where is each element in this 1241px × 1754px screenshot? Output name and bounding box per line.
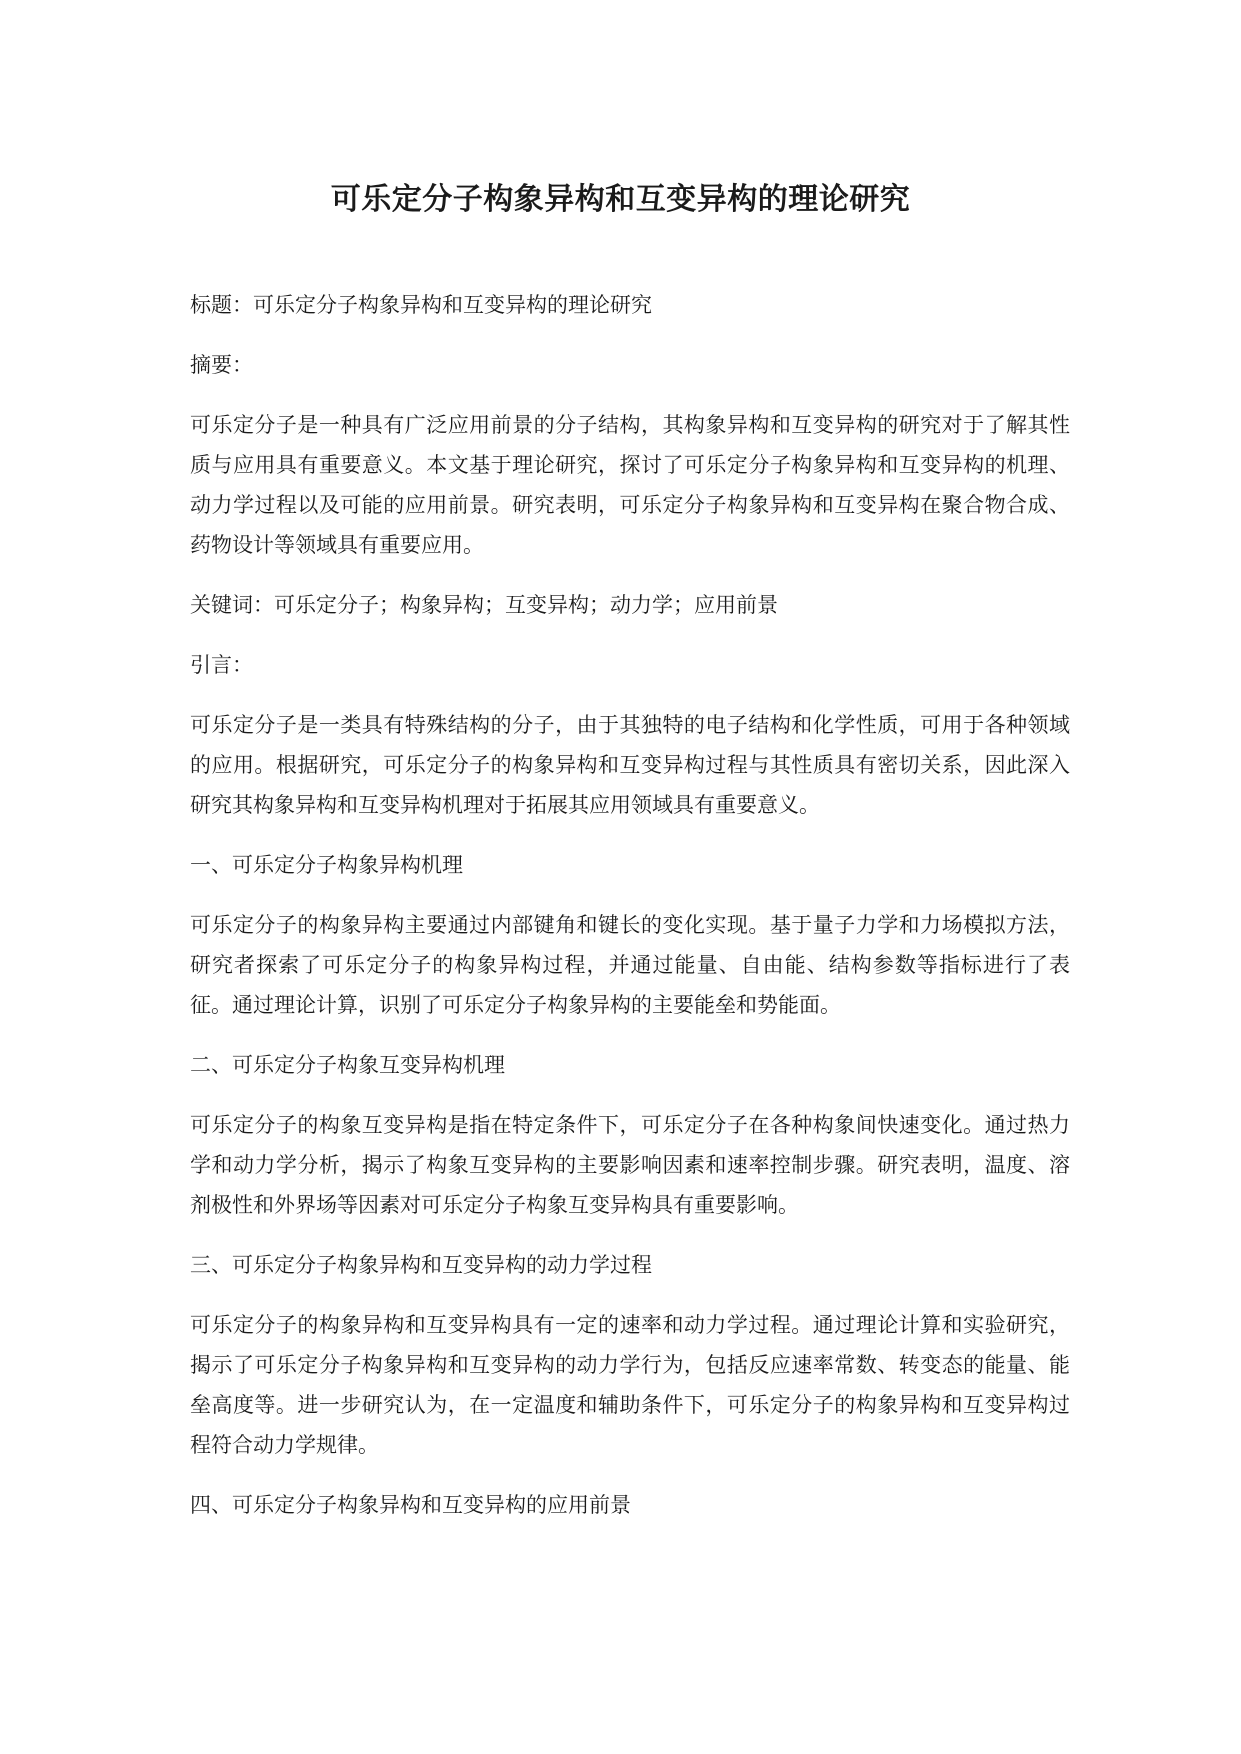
section-4-heading: 四、可乐定分子构象异构和互变异构的应用前景 bbox=[190, 1493, 631, 1517]
keywords-line: 关键词：可乐定分子；构象异构；互变异构；动力学；应用前景 bbox=[190, 593, 778, 617]
title-line: 标题：可乐定分子构象异构和互变异构的理论研究 bbox=[190, 293, 652, 317]
section-3-heading: 三、可乐定分子构象异构和互变异构的动力学过程 bbox=[190, 1253, 652, 1277]
abstract-paragraph: 可乐定分子是一种具有广泛应用前景的分子结构，其构象异构和互变异构的研究对于了解其性质与应用具有重要意义。本文基于理论研究，探讨了可乐定分子构象异构和互变异构的机理、动力学过程以及可能的应用前景。研究表明，可乐定分子构象异构和互变异构在聚合物合成、药物设计等领域具有重要应用。 bbox=[190, 413, 1070, 557]
section-2-paragraph: 可乐定分子的构象互变异构是指在特定条件下，可乐定分子在各种构象间快速变化。通过热力学和动力学分析，揭示了构象互变异构的主要影响因素和速率控制步骤。研究表明，温度、溶剂极性和外界场等因素对可乐定分子构象互变异构具有重要影响。 bbox=[190, 1113, 1070, 1217]
document-title: 可乐定分子构象异构和互变异构的理论研究 bbox=[330, 182, 911, 217]
introduction-heading: 引言： bbox=[190, 653, 253, 677]
section-1-paragraph: 可乐定分子的构象异构主要通过内部键角和键长的变化实现。基于量子力学和力场模拟方法，研究者探索了可乐定分子的构象异构过程，并通过能量、自由能、结构参数等指标进行了表征。通过理论计算，识别了可乐定分子构象异构的主要能垒和势能面。 bbox=[190, 913, 1070, 1017]
section-1-heading: 一、可乐定分子构象异构机理 bbox=[190, 853, 463, 877]
section-3-paragraph: 可乐定分子的构象异构和互变异构具有一定的速率和动力学过程。通过理论计算和实验研究，揭示了可乐定分子构象异构和互变异构的动力学行为，包括反应速率常数、转变态的能量、能垒高度等。进一步研究认为，在一定温度和辅助条件下，可乐定分子的构象异构和互变异构过程符合动力学规律。 bbox=[190, 1313, 1070, 1457]
document-body bbox=[190, 285, 1070, 1545]
introduction-paragraph: 可乐定分子是一类具有特殊结构的分子，由于其独特的电子结构和化学性质，可用于各种领域的应用。根据研究，可乐定分子的构象异构和互变异构过程与其性质具有密切关系，因此深入研究其构象异构和互变异构机理对于拓展其应用领域具有重要意义。 bbox=[190, 713, 1070, 817]
section-2-heading: 二、可乐定分子构象互变异构机理 bbox=[190, 1053, 505, 1077]
abstract-heading: 摘要： bbox=[190, 353, 253, 377]
